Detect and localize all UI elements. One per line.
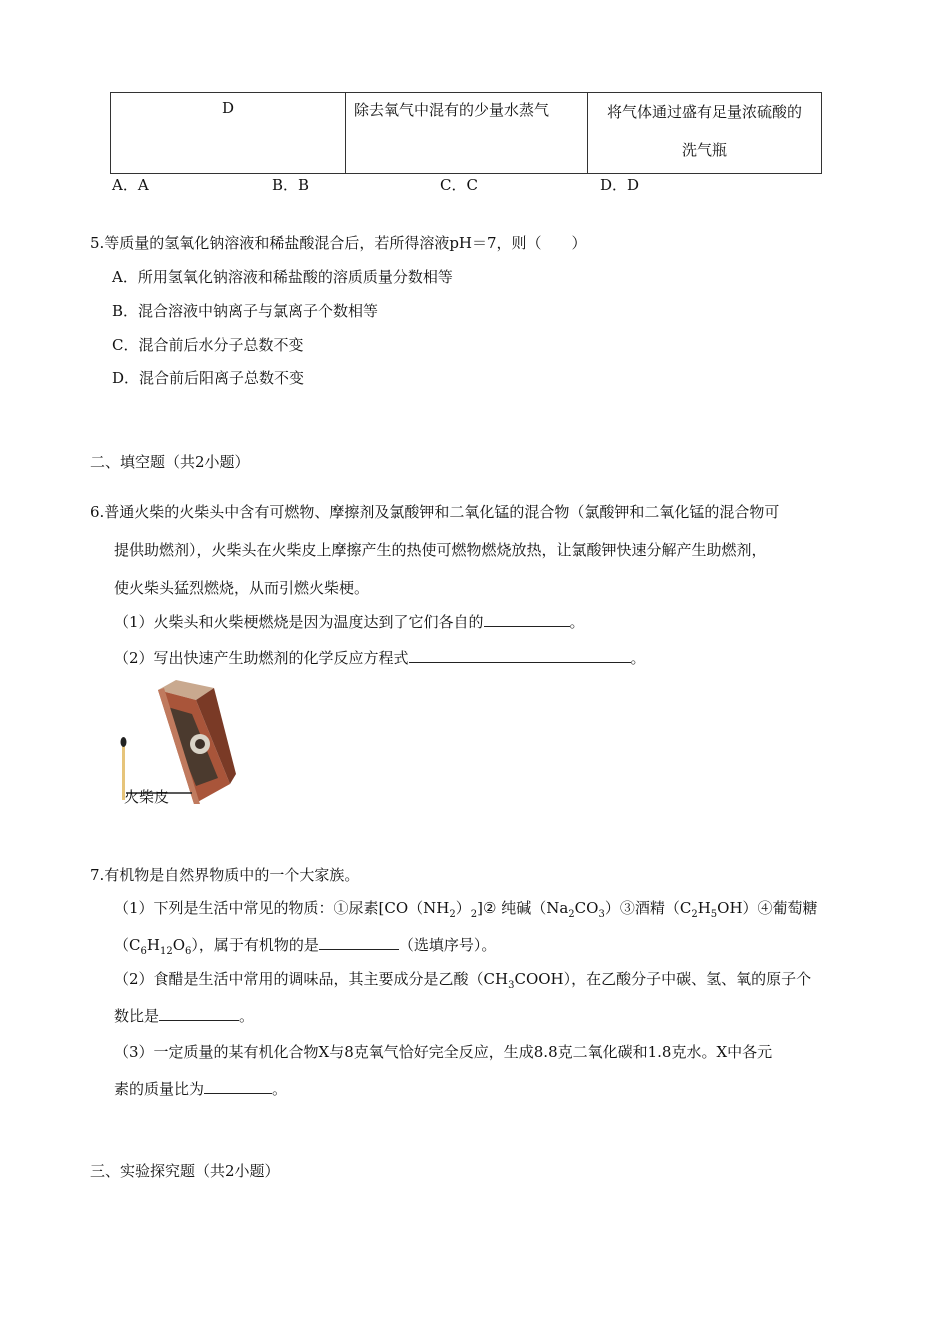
q7-stem: 7.有机物是自然界物质中的一个大家族。 [90,866,360,884]
q5-stem: 5.等质量的氢氧化钠溶液和稀盐酸混合后，若所得溶液pH＝7，则（ ） [90,234,587,252]
q4-option-c[interactable]: C．C [440,176,478,194]
section-heading-fill-in: 二、填空题（共2小题） [90,453,250,471]
table-cell-option: D [111,93,346,174]
q7-sub-2-line-1: （2）食醋是生活中常用的调味品，其主要成分是乙酸$(CH_3COOH)$，在乙酸分子中碳、氢、氧的原子个 [114,970,812,991]
q4-option-d[interactable]: D．D [600,176,640,194]
q5-option-a[interactable]: A．所用氢氧化钠溶液和稀盐酸的溶质质量分数相等 [112,268,453,286]
q7-sub-3-line-2: 素的质量比为 。 [114,1080,288,1098]
option-table [110,92,822,174]
q7-sub-1-line-1: （1）下列是生活中常见的物质：①尿素$[CO(NH_2)_2]②$ 纯碱$(Na_2CO_3)③$酒精$(C_2H_5OH)④$葡萄糖 [114,899,818,920]
table-row [111,93,822,174]
method-line-1: 将气体通过盛有足量浓硫酸的 [606,103,802,121]
q5-option-d[interactable]: D．混合前后阳离子总数不变 [112,369,305,387]
q6-line-1: 6.普通火柴的火柴头中含有可燃物、摩擦剂及氯酸钾和二氧化锰的混合物（氯酸钾和二氧化锰的混合物可 [90,503,780,521]
answer-blank[interactable] [319,935,399,950]
q6-line-2: 提供助燃剂），火柴头在火柴皮上摩擦产生的热使可燃物燃烧放热，让氯酸钾快速分解产生助燃剂， [114,541,767,559]
match-head [121,737,127,747]
table-cell-purpose: 除去氧气中混有的少量水蒸气 [346,93,588,174]
q4-option-a[interactable]: A．A [112,176,149,194]
method-line-2: 洗气瓶 [681,141,727,159]
q4-option-b[interactable]: B．B [272,176,310,194]
answer-blank[interactable] [409,648,631,663]
section-heading-experiment: 三、实验探究题（共2小题） [90,1162,280,1180]
table-cell-method [588,93,822,174]
answer-blank[interactable] [484,612,570,627]
figure-label: 火柴皮 [124,788,170,806]
q6-sub-2: （2）写出快速产生助燃剂的化学反应方程式 。 [114,649,646,667]
q6-sub-1: （1）火柴头和火柴梗燃烧是因为温度达到了它们各自的 。 [114,613,585,631]
answer-blank[interactable] [204,1079,272,1094]
q5-option-b[interactable]: B．混合溶液中钠离子与氯离子个数相等 [112,302,379,320]
q6-line-3: 使火柴头猛烈燃烧，从而引燃火柴梗。 [114,579,370,597]
answer-blank[interactable] [159,1006,239,1021]
q7-sub-3-line-1: （3）一定质量的某有机化合物X与8克氧气恰好完全反应，生成8.8克二氧化碳和1.8克水。X中各元 [114,1043,773,1061]
q5-option-c[interactable]: C．混合前后水分子总数不变 [112,336,304,354]
q7-sub-1-line-2: $(C_6H_{12}O_6)$，属于有机物的是 （选填序号）。 [114,936,497,957]
q7-sub-2-line-2: 数比是 。 [114,1007,255,1025]
